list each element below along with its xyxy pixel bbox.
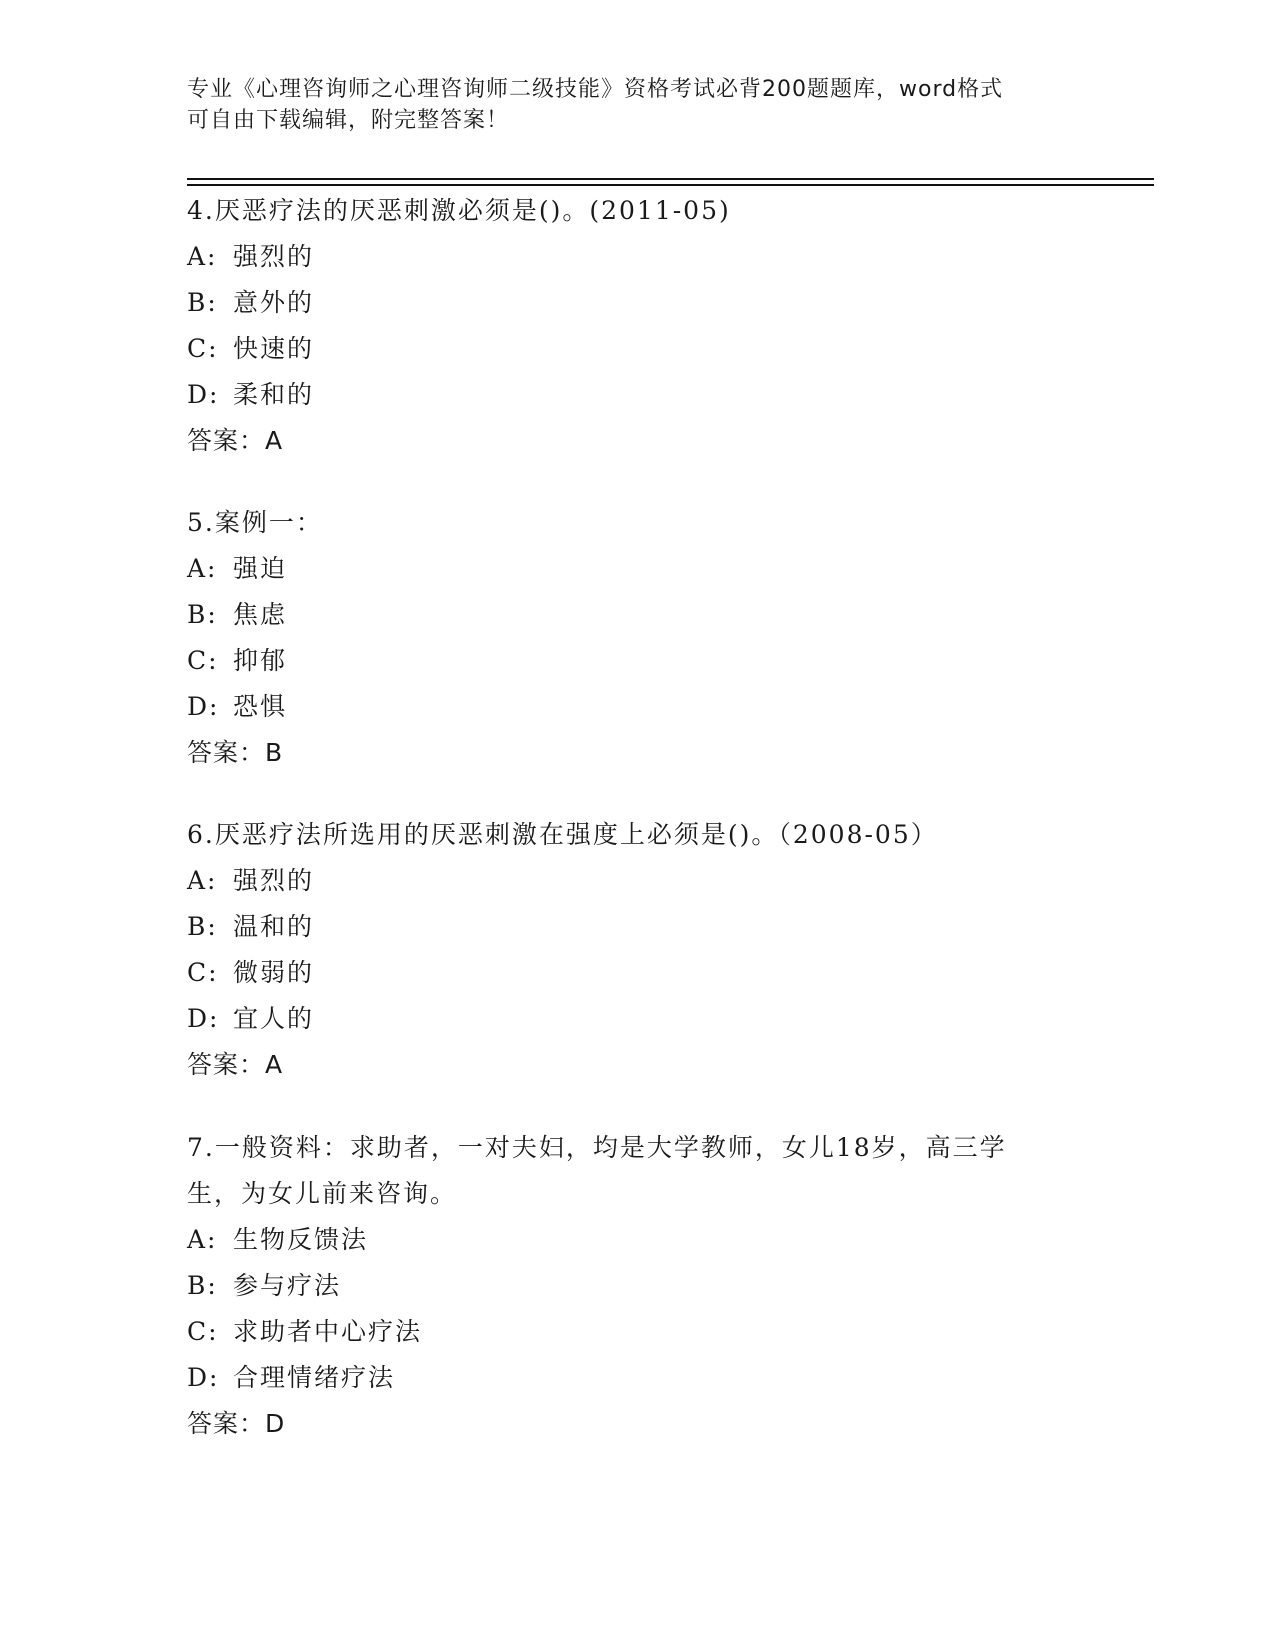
option-d xyxy=(187,1355,1087,1401)
question-stem: 5.案例一： xyxy=(187,508,323,537)
option-text: 意外的 xyxy=(233,288,315,317)
option-letter: A: xyxy=(187,554,218,583)
option-text: 焦虑 xyxy=(233,600,288,629)
option-a xyxy=(187,546,1087,592)
option-text: 温和的 xyxy=(233,912,315,941)
option-letter: C: xyxy=(187,646,219,675)
question-stem-continued: 生，为女儿前来咨询。 xyxy=(187,1179,458,1208)
question-block-6 xyxy=(187,812,1087,1088)
question-stem: 4.厌恶疗法的厌恶刺激必须是()。(2011-05) xyxy=(187,196,731,225)
option-letter: B: xyxy=(187,600,218,629)
option-text: 柔和的 xyxy=(233,380,315,409)
option-d xyxy=(187,684,1087,730)
option-letter: D: xyxy=(187,1004,220,1033)
option-text: 求助者中心疗法 xyxy=(233,1317,423,1346)
option-text: 微弱的 xyxy=(233,958,315,987)
question-stem: 6.厌恶疗法所选用的厌恶刺激在强度上必须是()。（2008-05） xyxy=(187,820,938,849)
option-letter: D: xyxy=(187,380,220,409)
option-text: 快速的 xyxy=(233,334,315,363)
header-line-2: 可自由下载编辑，附完整答案！ xyxy=(187,108,510,133)
option-a xyxy=(187,1217,1087,1263)
option-letter: B: xyxy=(187,1271,218,1300)
answer-line: 答案：A xyxy=(187,1050,284,1079)
option-b xyxy=(187,592,1087,638)
option-b xyxy=(187,904,1087,950)
option-text: 恐惧 xyxy=(233,692,288,721)
option-c xyxy=(187,1309,1087,1355)
option-letter: C: xyxy=(187,958,219,987)
option-c xyxy=(187,638,1087,684)
option-a xyxy=(187,234,1087,280)
option-d xyxy=(187,372,1087,418)
option-letter: C: xyxy=(187,1317,219,1346)
document-header xyxy=(187,74,1087,136)
answer-line: 答案：D xyxy=(187,1409,286,1438)
option-letter: B: xyxy=(187,288,218,317)
option-letter: A: xyxy=(187,866,218,895)
option-letter: B: xyxy=(187,912,218,941)
answer-line: 答案：B xyxy=(187,738,284,767)
question-block-5 xyxy=(187,500,1087,776)
question-block-4 xyxy=(187,188,1087,464)
header-line-1: 专业《心理咨询师之心理咨询师二级技能》资格考试必背200题题库，word格式 xyxy=(187,77,1004,102)
question-stem: 7.一般资料：求助者，一对夫妇，均是大学教师，女儿18岁，高三学 xyxy=(187,1133,1007,1162)
option-b xyxy=(187,280,1087,326)
option-text: 参与疗法 xyxy=(233,1271,342,1300)
option-d xyxy=(187,996,1087,1042)
answer-line: 答案：A xyxy=(187,426,284,455)
option-text: 强烈的 xyxy=(233,242,315,271)
option-c xyxy=(187,326,1087,372)
option-text: 宜人的 xyxy=(233,1004,315,1033)
option-text: 生物反馈法 xyxy=(233,1225,369,1254)
option-letter: A: xyxy=(187,1225,218,1254)
option-text: 强迫 xyxy=(233,554,288,583)
option-letter: D: xyxy=(187,1363,220,1392)
option-text: 合理情绪疗法 xyxy=(233,1363,396,1392)
header-divider-top xyxy=(187,178,1154,180)
option-letter: C: xyxy=(187,334,219,363)
option-letter: A: xyxy=(187,242,218,271)
option-b xyxy=(187,1263,1087,1309)
option-letter: D: xyxy=(187,692,220,721)
option-text: 强烈的 xyxy=(233,866,315,895)
option-text: 抑郁 xyxy=(233,646,288,675)
question-block-7 xyxy=(187,1125,1087,1447)
option-c xyxy=(187,950,1087,996)
option-a xyxy=(187,858,1087,904)
header-divider-bottom xyxy=(187,184,1154,186)
